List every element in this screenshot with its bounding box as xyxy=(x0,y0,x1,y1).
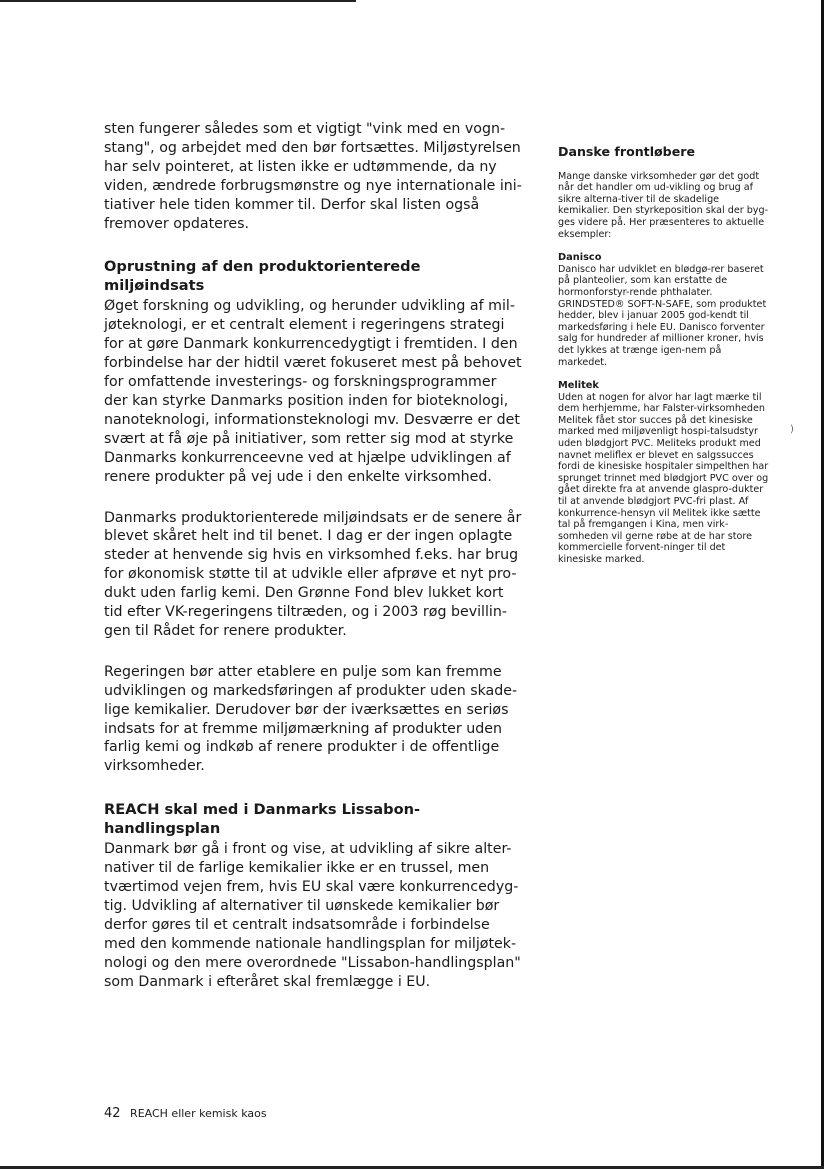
paragraph-lissabon: Danmark bør gå i front og vise, at udvikling af sikre alter-nativer til de farlige kemikalier ikke er en trussel, men tværtimod vejen frem, hvis EU skal være konkurrencedyg-tig. Udvikling af alternativer til uønskede kemikalier bør derfor gøres til et centralt indsatsområde i forbindelse med den kommende nationale handlingsplan for miljøtek-nologi og den mere overordnede "Lissabon-handlingsplan" som Danmark i efteråret skal fremlægge i EU. xyxy=(104,841,521,990)
intro-paragraph: sten fungerer således som et vigtigt "vink med en vogn-stang", og arbejdet med den bør fortsættes. Miljøstyrelsen har selv pointeret, at listen ikke er udtømmende, da ny viden, ændrede forbrugsmønstre og nye internationale ini-tiativer hele tiden kommer til. Derfor skal listen også fremover opdateres. xyxy=(104,121,522,232)
scan-top-line xyxy=(0,0,356,2)
paragraph-forskning: Øget forskning og udvikling, og herunder udvikling af mil-jøteknologi, er et centralt element i regeringens strategi for at gøre Danmark konkurrencedygtigt i fremtiden. I den forbindelse har der hidtil været fokuseret mest på behovet for omfattende investerings- og forskningsprogrammer der kan styrke Danmarks position inden for bioteknologi, nanoteknologi, informationsteknologi mv. Desværre er det svært at få øje på initiativer, som retter sig mod at styrke Danmarks konkurrenceevne ved at hjælpe udviklingen af renere produkter på vej ude i den enkelte virksomhed. xyxy=(104,298,522,485)
sidebar-title: Danske frontløbere xyxy=(558,144,695,159)
section-heading-oprustning: Oprustning af den produktorienterede miljøindsats xyxy=(104,258,421,295)
sidebar-melitek-text: Uden at nogen for alvor har lagt mærke til dem herhjemme, har Falster-virksomheden Melitek fået stor succes på det kinesiske marked med miljøvenligt hospi-talsudstyr uden blødgjort PVC. Meliteks produkt med navnet meliflex er blevet en salgssucces fordi de kinesiske hospitaler simpelthen har sprunget trinnet med blødgjort PVC over og gået direkte fra at anvende glaspro-dukter til at anvende blødgjort PVC-fri plast. Af konkurrence-hensyn vil Melitek ikke sætte tal på fremgangen i Kina, men virk-somheden vil gerne røbe at de har store kommercielle forvent-ninger til det kinesiske marked. xyxy=(558,391,769,565)
section-heading-reach: REACH skal med i Danmarks Lissabon-handlingsplan xyxy=(104,801,421,838)
page-number: 42 xyxy=(104,1106,121,1121)
main-column xyxy=(104,120,524,1014)
paragraph-miljoindsats: Danmarks produktorienterede miljøindsats er de senere år blevet skåret helt ind til benet. I dag er der ingen oplagte steder at henvende sig hvis en virksomhed f.eks. har brug for økonomisk støtte til at udvikle eller afprøve et nyt pro-dukt uden farlig kemi. Den Grønne Fond blev lukket kort tid efter VK-regeringens tiltræden, og i 2003 røg bevillin-gen til Rådet for renere produkter. xyxy=(104,509,522,639)
sidebar-intro: Mange danske virksomheder gør det godt når det handler om ud-vikling og brug af sikre alterna-tiver til de skadelige kemikalier. Den styrkeposition skal der byg-ges videre på. Her præsenteres to aktuelle eksempler: xyxy=(558,170,769,240)
scan-speck: ) xyxy=(790,424,794,435)
sidebar-danisco-title: Danisco xyxy=(558,252,602,264)
sidebar-box xyxy=(558,146,770,578)
page-footer xyxy=(104,1106,267,1121)
paragraph-pulje: Regeringen bør atter etablere en pulje som kan fremme udviklingen og markedsføringen af produkter uden skade-lige kemikalier. Derudover bør der iværksættes en seriøs indsats for at fremme miljømærkning af produkter uden farlig kemi og indkøb af renere produkter i de offentlige virksomheder. xyxy=(104,663,518,775)
sidebar-melitek-title: Melitek xyxy=(558,380,599,392)
sidebar-danisco-text: Danisco har udviklet en blødgø-rer baseret på planteolier, som kan erstatte de hormonforstyr-rende phthalater. GRINDSTED® SOFT-N-SAFE, som produktet hedder, blev i januar 2005 god-kendt til markedsføring i hele EU. Danisco forventer salg for hundreder af millioner kroner, hvis det lykkes at trænge igen-nem på markedet. xyxy=(558,263,767,368)
publication-title: REACH eller kemisk kaos xyxy=(130,1107,267,1120)
